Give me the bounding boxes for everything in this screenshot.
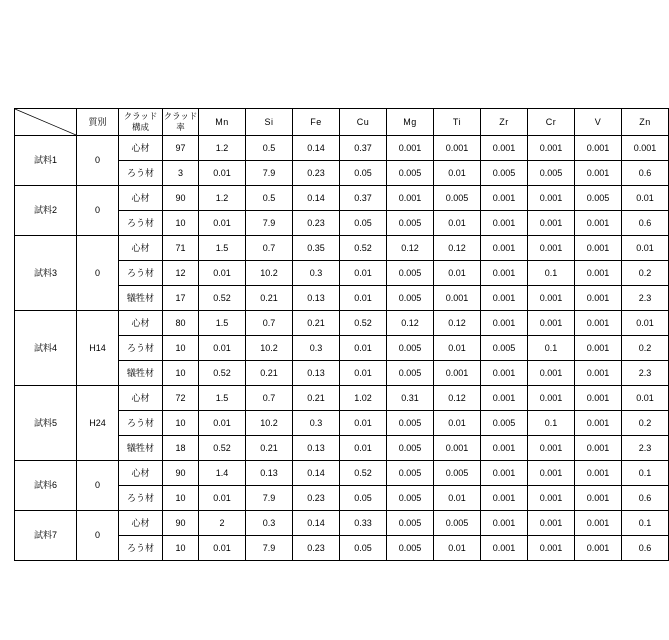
element-value-cell: 0.14 — [293, 461, 340, 486]
element-value-cell: 0.52 — [340, 311, 387, 336]
clad-rate-cell: 90 — [163, 461, 199, 486]
element-value-cell: 0.12 — [387, 311, 434, 336]
clad-rate-cell: 10 — [163, 361, 199, 386]
element-value-cell: 0.01 — [434, 486, 481, 511]
element-value-cell: 0.005 — [434, 461, 481, 486]
element-value-cell: 0.005 — [434, 186, 481, 211]
temper-cell: H14 — [77, 311, 119, 386]
clad-rate-cell: 10 — [163, 211, 199, 236]
clad-layer-cell: 心材 — [119, 511, 163, 536]
element-value-cell: 0.52 — [199, 361, 246, 386]
element-value-cell: 0.001 — [528, 211, 575, 236]
element-value-cell: 0.001 — [481, 211, 528, 236]
temper-cell: H24 — [77, 386, 119, 461]
clad-layer-cell: ろう材 — [119, 161, 163, 186]
header-clad-rate-line2: 率 — [176, 122, 185, 132]
element-value-cell: 0.37 — [340, 136, 387, 161]
header-clad-rate-line1: クラッド — [163, 111, 198, 122]
table-row — [15, 461, 669, 486]
element-value-cell: 0.001 — [528, 511, 575, 536]
element-value-cell: 0.005 — [387, 511, 434, 536]
header-element-v: V — [575, 109, 622, 136]
element-value-cell: 0.05 — [340, 486, 387, 511]
element-value-cell: 0.14 — [293, 511, 340, 536]
element-value-cell: 0.13 — [293, 286, 340, 311]
table-row — [15, 386, 669, 411]
element-value-cell: 10.2 — [246, 411, 293, 436]
element-value-cell: 0.001 — [528, 236, 575, 261]
element-value-cell: 0.37 — [340, 186, 387, 211]
clad-layer-cell: 心材 — [119, 461, 163, 486]
table-row — [15, 511, 669, 536]
clad-rate-cell: 12 — [163, 261, 199, 286]
clad-layer-cell: 心材 — [119, 236, 163, 261]
header-element-cr: Cr — [528, 109, 575, 136]
element-value-cell: 0.001 — [481, 136, 528, 161]
header-clad-structure-line1: クラッド — [123, 111, 158, 122]
element-value-cell: 0.21 — [246, 361, 293, 386]
clad-layer-cell: 心材 — [119, 311, 163, 336]
element-value-cell: 0.5 — [246, 186, 293, 211]
element-value-cell: 0.005 — [481, 161, 528, 186]
element-value-cell: 0.01 — [340, 261, 387, 286]
clad-rate-cell: 10 — [163, 486, 199, 511]
clad-layer-cell: 心材 — [119, 186, 163, 211]
element-value-cell: 0.005 — [387, 536, 434, 561]
clad-layer-cell: ろう材 — [119, 261, 163, 286]
element-value-cell: 0.005 — [387, 261, 434, 286]
element-value-cell: 0.01 — [199, 161, 246, 186]
element-value-cell: 0.001 — [434, 136, 481, 161]
element-value-cell: 0.001 — [481, 461, 528, 486]
clad-layer-cell: ろう材 — [119, 536, 163, 561]
clad-layer-cell: ろう材 — [119, 486, 163, 511]
element-value-cell: 0.01 — [199, 411, 246, 436]
element-value-cell: 0.6 — [622, 161, 669, 186]
element-value-cell: 0.001 — [528, 286, 575, 311]
header-row — [15, 109, 669, 136]
element-value-cell: 0.1 — [528, 336, 575, 361]
element-value-cell: 0.21 — [246, 286, 293, 311]
element-value-cell: 0.2 — [622, 411, 669, 436]
header-element-zn: Zn — [622, 109, 669, 136]
element-value-cell: 0.001 — [575, 136, 622, 161]
sample-name-cell: 試料3 — [15, 236, 77, 311]
header-element-cu: Cu — [340, 109, 387, 136]
element-value-cell: 0.2 — [622, 336, 669, 361]
element-value-cell: 7.9 — [246, 536, 293, 561]
element-value-cell: 0.01 — [199, 336, 246, 361]
element-value-cell: 0.23 — [293, 211, 340, 236]
element-value-cell: 0.005 — [528, 161, 575, 186]
element-value-cell: 1.2 — [199, 136, 246, 161]
alloy-composition-table — [14, 108, 669, 561]
element-value-cell: 0.001 — [575, 361, 622, 386]
clad-rate-cell: 10 — [163, 411, 199, 436]
element-value-cell: 0.01 — [434, 261, 481, 286]
element-value-cell: 0.001 — [528, 461, 575, 486]
element-value-cell: 0.001 — [575, 236, 622, 261]
table-row — [15, 236, 669, 261]
element-value-cell: 0.13 — [293, 361, 340, 386]
element-value-cell: 0.001 — [575, 461, 622, 486]
element-value-cell: 0.001 — [575, 311, 622, 336]
clad-rate-cell: 10 — [163, 336, 199, 361]
element-value-cell: 0.3 — [293, 261, 340, 286]
header-clad-structure — [119, 109, 163, 136]
element-value-cell: 0.001 — [528, 311, 575, 336]
element-value-cell: 0.005 — [387, 336, 434, 361]
header-element-si: Si — [246, 109, 293, 136]
element-value-cell: 0.05 — [340, 161, 387, 186]
sample-name-cell: 試料7 — [15, 511, 77, 561]
element-value-cell: 10.2 — [246, 261, 293, 286]
element-value-cell: 0.01 — [340, 336, 387, 361]
element-value-cell: 0.5 — [246, 136, 293, 161]
element-value-cell: 0.001 — [481, 261, 528, 286]
clad-layer-cell: ろう材 — [119, 336, 163, 361]
element-value-cell: 0.001 — [387, 136, 434, 161]
element-value-cell: 0.005 — [434, 511, 481, 536]
element-value-cell: 0.13 — [293, 436, 340, 461]
element-value-cell: 2 — [199, 511, 246, 536]
element-value-cell: 0.01 — [340, 411, 387, 436]
clad-rate-cell: 3 — [163, 161, 199, 186]
element-value-cell: 0.52 — [340, 236, 387, 261]
element-value-cell: 0.14 — [293, 136, 340, 161]
sample-name-cell: 試料5 — [15, 386, 77, 461]
table-row — [15, 136, 669, 161]
element-value-cell: 0.005 — [387, 361, 434, 386]
header-element-mn: Mn — [199, 109, 246, 136]
element-value-cell: 0.01 — [622, 236, 669, 261]
sample-name-cell: 試料4 — [15, 311, 77, 386]
element-value-cell: 0.005 — [387, 461, 434, 486]
corner-cell — [15, 109, 77, 136]
clad-layer-cell: 犠牲材 — [119, 286, 163, 311]
sample-name-cell: 試料2 — [15, 186, 77, 236]
diagonal-line-icon — [15, 109, 76, 135]
element-value-cell: 0.001 — [575, 411, 622, 436]
element-value-cell: 0.001 — [575, 286, 622, 311]
element-value-cell: 0.001 — [575, 511, 622, 536]
header-temper: 質別 — [77, 109, 119, 136]
element-value-cell: 0.3 — [293, 411, 340, 436]
table-header — [15, 109, 669, 136]
element-value-cell: 7.9 — [246, 161, 293, 186]
element-value-cell: 0.23 — [293, 161, 340, 186]
element-value-cell: 0.001 — [434, 286, 481, 311]
element-value-cell: 0.21 — [293, 311, 340, 336]
element-value-cell: 0.005 — [387, 161, 434, 186]
element-value-cell: 0.001 — [481, 386, 528, 411]
element-value-cell: 0.001 — [481, 436, 528, 461]
element-value-cell: 1.5 — [199, 236, 246, 261]
element-value-cell: 0.21 — [246, 436, 293, 461]
element-value-cell: 0.31 — [387, 386, 434, 411]
element-value-cell: 0.001 — [434, 436, 481, 461]
element-value-cell: 0.001 — [481, 536, 528, 561]
element-value-cell: 0.001 — [575, 161, 622, 186]
element-value-cell: 0.1 — [622, 511, 669, 536]
element-value-cell: 0.001 — [575, 336, 622, 361]
temper-cell: 0 — [77, 136, 119, 186]
element-value-cell: 0.005 — [481, 336, 528, 361]
element-value-cell: 0.001 — [528, 536, 575, 561]
clad-rate-cell: 80 — [163, 311, 199, 336]
element-value-cell: 0.52 — [199, 286, 246, 311]
clad-rate-cell: 90 — [163, 186, 199, 211]
element-value-cell: 0.05 — [340, 211, 387, 236]
element-value-cell: 0.1 — [528, 411, 575, 436]
header-clad-structure-line2: 構成 — [131, 122, 149, 132]
element-value-cell: 0.001 — [387, 186, 434, 211]
clad-rate-cell: 71 — [163, 236, 199, 261]
element-value-cell: 0.01 — [199, 261, 246, 286]
element-value-cell: 2.3 — [622, 361, 669, 386]
element-value-cell: 7.9 — [246, 486, 293, 511]
element-value-cell: 7.9 — [246, 211, 293, 236]
element-value-cell: 0.01 — [434, 411, 481, 436]
element-value-cell: 0.001 — [434, 361, 481, 386]
element-value-cell: 0.001 — [575, 211, 622, 236]
element-value-cell: 0.001 — [528, 486, 575, 511]
element-value-cell: 0.001 — [481, 311, 528, 336]
clad-layer-cell: ろう材 — [119, 411, 163, 436]
clad-layer-cell: 心材 — [119, 136, 163, 161]
element-value-cell: 0.005 — [387, 486, 434, 511]
element-value-cell: 0.3 — [246, 511, 293, 536]
element-value-cell: 0.1 — [528, 261, 575, 286]
element-value-cell: 1.2 — [199, 186, 246, 211]
element-value-cell: 0.001 — [575, 436, 622, 461]
element-value-cell: 0.005 — [387, 286, 434, 311]
clad-rate-cell: 97 — [163, 136, 199, 161]
element-value-cell: 0.01 — [434, 336, 481, 361]
element-value-cell: 1.02 — [340, 386, 387, 411]
element-value-cell: 0.01 — [622, 386, 669, 411]
element-value-cell: 0.001 — [622, 136, 669, 161]
element-value-cell: 0.005 — [387, 436, 434, 461]
clad-layer-cell: 犠牲材 — [119, 436, 163, 461]
element-value-cell: 0.12 — [434, 386, 481, 411]
clad-rate-cell: 17 — [163, 286, 199, 311]
table-row — [15, 186, 669, 211]
element-value-cell: 0.01 — [340, 361, 387, 386]
element-value-cell: 0.13 — [246, 461, 293, 486]
element-value-cell: 0.001 — [481, 236, 528, 261]
element-value-cell: 0.01 — [622, 186, 669, 211]
element-value-cell: 1.4 — [199, 461, 246, 486]
clad-layer-cell: 犠牲材 — [119, 361, 163, 386]
element-value-cell: 0.01 — [199, 536, 246, 561]
element-value-cell: 0.005 — [481, 411, 528, 436]
element-value-cell: 0.001 — [481, 286, 528, 311]
element-value-cell: 0.001 — [575, 486, 622, 511]
element-value-cell: 0.001 — [528, 386, 575, 411]
element-value-cell: 0.6 — [622, 211, 669, 236]
element-value-cell: 0.001 — [481, 186, 528, 211]
element-value-cell: 0.12 — [434, 311, 481, 336]
element-value-cell: 0.01 — [434, 536, 481, 561]
clad-rate-cell: 10 — [163, 536, 199, 561]
header-element-fe: Fe — [293, 109, 340, 136]
header-element-ti: Ti — [434, 109, 481, 136]
temper-cell: 0 — [77, 186, 119, 236]
element-value-cell: 0.001 — [528, 136, 575, 161]
element-value-cell: 0.12 — [387, 236, 434, 261]
element-value-cell: 0.05 — [340, 536, 387, 561]
element-value-cell: 0.52 — [199, 436, 246, 461]
sample-name-cell: 試料6 — [15, 461, 77, 511]
element-value-cell: 0.35 — [293, 236, 340, 261]
element-value-cell: 0.6 — [622, 486, 669, 511]
element-value-cell: 0.001 — [575, 536, 622, 561]
element-value-cell: 0.7 — [246, 236, 293, 261]
element-value-cell: 0.001 — [481, 486, 528, 511]
temper-cell: 0 — [77, 511, 119, 561]
element-value-cell: 0.1 — [622, 461, 669, 486]
header-element-mg: Mg — [387, 109, 434, 136]
element-value-cell: 0.33 — [340, 511, 387, 536]
element-value-cell: 1.5 — [199, 386, 246, 411]
element-value-cell: 0.01 — [622, 311, 669, 336]
clad-rate-cell: 72 — [163, 386, 199, 411]
clad-rate-cell: 90 — [163, 511, 199, 536]
sample-name-cell: 試料1 — [15, 136, 77, 186]
element-value-cell: 0.005 — [387, 411, 434, 436]
element-value-cell: 10.2 — [246, 336, 293, 361]
element-value-cell: 0.2 — [622, 261, 669, 286]
element-value-cell: 0.01 — [340, 286, 387, 311]
element-value-cell: 0.6 — [622, 536, 669, 561]
element-value-cell: 0.001 — [481, 361, 528, 386]
element-value-cell: 0.01 — [434, 161, 481, 186]
table-row — [15, 311, 669, 336]
clad-rate-cell: 18 — [163, 436, 199, 461]
temper-cell: 0 — [77, 461, 119, 511]
element-value-cell: 0.7 — [246, 386, 293, 411]
element-value-cell: 0.52 — [340, 461, 387, 486]
element-value-cell: 0.001 — [481, 511, 528, 536]
element-value-cell: 0.005 — [387, 211, 434, 236]
element-value-cell: 0.01 — [434, 211, 481, 236]
element-value-cell: 0.001 — [575, 386, 622, 411]
element-value-cell: 2.3 — [622, 286, 669, 311]
element-value-cell: 0.001 — [528, 436, 575, 461]
element-value-cell: 0.23 — [293, 536, 340, 561]
header-clad-rate — [163, 109, 199, 136]
element-value-cell: 0.7 — [246, 311, 293, 336]
element-value-cell: 0.001 — [528, 186, 575, 211]
element-value-cell: 0.01 — [340, 436, 387, 461]
element-value-cell: 0.005 — [575, 186, 622, 211]
clad-layer-cell: ろう材 — [119, 211, 163, 236]
temper-cell: 0 — [77, 236, 119, 311]
element-value-cell: 0.21 — [293, 386, 340, 411]
clad-layer-cell: 心材 — [119, 386, 163, 411]
element-value-cell: 0.01 — [199, 486, 246, 511]
element-value-cell: 0.001 — [575, 261, 622, 286]
element-value-cell: 0.12 — [434, 236, 481, 261]
element-value-cell: 2.3 — [622, 436, 669, 461]
element-value-cell: 0.01 — [199, 211, 246, 236]
header-element-zr: Zr — [481, 109, 528, 136]
element-value-cell: 1.5 — [199, 311, 246, 336]
table-body — [15, 136, 669, 561]
element-value-cell: 0.001 — [528, 361, 575, 386]
element-value-cell: 0.23 — [293, 486, 340, 511]
element-value-cell: 0.14 — [293, 186, 340, 211]
element-value-cell: 0.3 — [293, 336, 340, 361]
